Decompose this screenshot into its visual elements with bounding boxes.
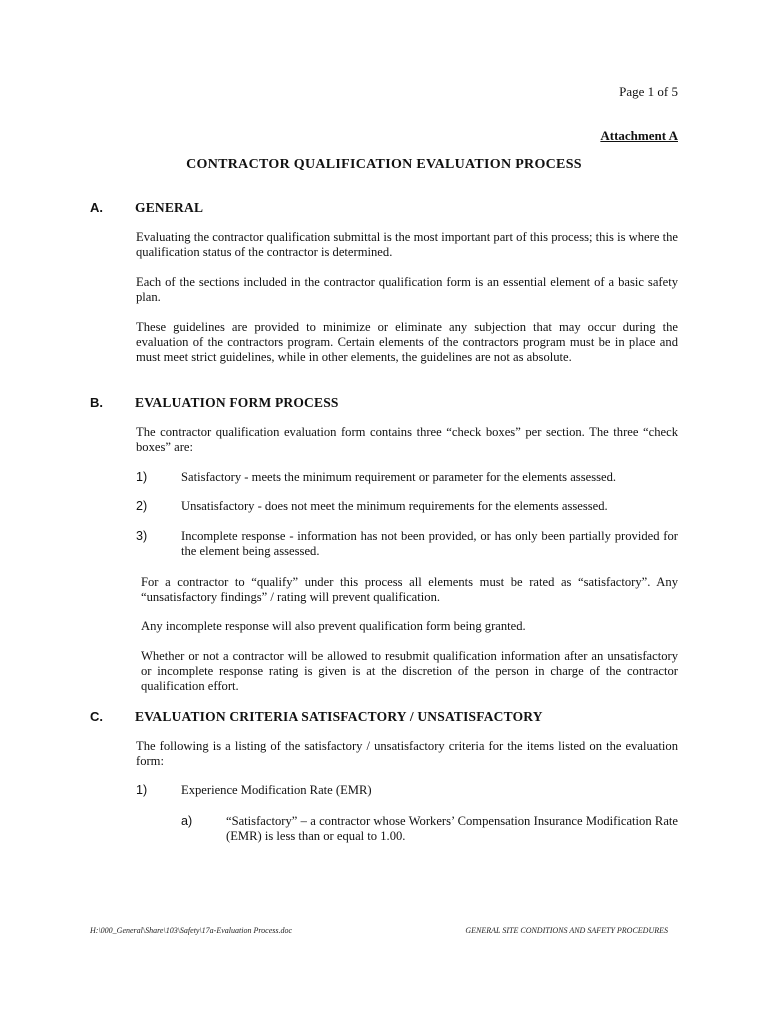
section-a-paragraph-3: These guidelines are provided to minimize or eliminate any subjection that may occur during the evaluation of the contractors program. Certain elements of the contractors program must be in place and must meet strict guidelines, while in other elements, the guidelines are not as absolute. [136, 320, 678, 364]
section-a-letter: A. [90, 200, 103, 215]
section-a-paragraph-1: Evaluating the contractor qualification submittal is the most important part of this process; this is where the qualification status of the contractor is determined. [136, 230, 678, 259]
footer-document-title: GENERAL SITE CONDITIONS AND SAFETY PROCEDURES [465, 926, 668, 935]
list-item-text: Incomplete response - information has not been provided, or has only been partially provided for the element being assessed. [181, 529, 678, 558]
section-b-paragraph-3: Whether or not a contractor will be allowed to resubmit qualification information after an unsatisfactory or incomplete response rating is given is at the discretion of the person in charge of the contractor qualification effort. [141, 649, 678, 693]
sub-item-letter: a) [181, 814, 193, 828]
section-c-intro: The following is a listing of the satisfactory / unsatisfactory criteria for the items listed on the evaluation form: [136, 739, 678, 768]
section-b-heading: EVALUATION FORM PROCESS [135, 395, 339, 410]
section-b-paragraph-1: For a contractor to “qualify” under this process all elements must be rated as “satisfactory”. Any “unsatisfactory findings” / rating will prevent qualification. [141, 575, 678, 604]
footer-file-path: H:\000_General\Share\103\Safety\17a-Evaluation Process.doc [90, 926, 293, 935]
list-item-text: Unsatisfactory - does not meet the minimum requirements for the elements assessed. [181, 499, 608, 513]
page-number: Page 1 of 5 [619, 84, 678, 99]
list-item-number: 1) [136, 470, 148, 484]
section-a-heading: GENERAL [135, 200, 204, 215]
list-item-number: 2) [136, 499, 148, 513]
attachment-label: Attachment A [600, 128, 678, 143]
section-b-paragraph-2: Any incomplete response will also prevent qualification form being granted. [141, 619, 526, 633]
section-c-heading: EVALUATION CRITERIA SATISFACTORY / UNSATISFACTORY [135, 709, 543, 724]
section-b-intro: The contractor qualification evaluation form contains three “check boxes” per section. The three “check boxes” are: [136, 425, 678, 454]
list-item-text: Experience Modification Rate (EMR) [181, 783, 372, 797]
document-title: CONTRACTOR QUALIFICATION EVALUATION PROCESS [186, 157, 582, 172]
sub-item-text: “Satisfactory” – a contractor whose Workers’ Compensation Insurance Modification Rate (EMR) is less than or equal to 1.00. [226, 814, 678, 843]
section-a-paragraph-2: Each of the sections included in the contractor qualification form is an essential element of a basic safety plan. [136, 275, 678, 304]
section-c-letter: C. [90, 709, 103, 724]
list-item-text: Satisfactory - meets the minimum requirement or parameter for the elements assessed. [181, 470, 617, 484]
section-b-letter: B. [90, 395, 103, 410]
list-item-number: 3) [136, 529, 148, 543]
list-item-number: 1) [136, 783, 148, 797]
